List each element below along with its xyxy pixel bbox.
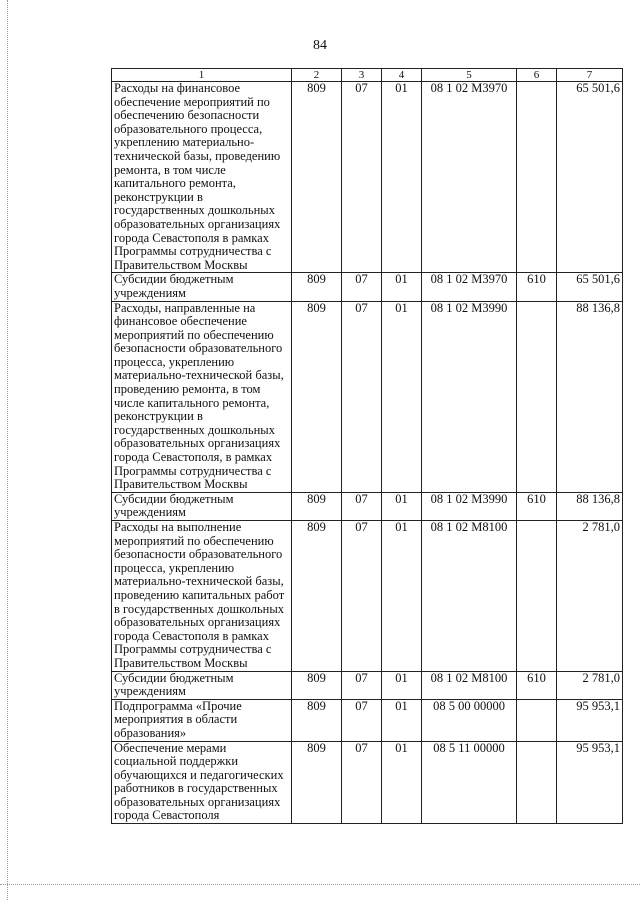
table-row xyxy=(112,492,623,520)
table-row xyxy=(112,671,623,699)
row-amount: 88 136,8 xyxy=(557,492,623,520)
row-code-expense-type xyxy=(517,82,557,273)
table-row xyxy=(112,273,623,301)
row-amount: 2 781,0 xyxy=(557,521,623,672)
row-name: Субсидии бюджетным учреждениям xyxy=(112,492,292,520)
table-row xyxy=(112,699,623,741)
row-code-subsection: 01 xyxy=(382,301,422,492)
row-code-target: 08 1 02 М8100 xyxy=(422,521,517,672)
row-code-section: 07 xyxy=(342,492,382,520)
row-name: Подпрограмма «Прочие мероприятия в области образования» xyxy=(112,699,292,741)
row-code-section: 07 xyxy=(342,273,382,301)
table-row xyxy=(112,82,623,273)
column-header: 7 xyxy=(557,69,623,82)
column-header: 6 xyxy=(517,69,557,82)
row-code-subsection: 01 xyxy=(382,741,422,824)
column-header: 3 xyxy=(342,69,382,82)
row-code-subsection: 01 xyxy=(382,699,422,741)
column-header: 4 xyxy=(382,69,422,82)
row-code-target: 08 5 00 00000 xyxy=(422,699,517,741)
column-header: 2 xyxy=(292,69,342,82)
row-amount: 95 953,1 xyxy=(557,699,623,741)
scan-edge-bottom xyxy=(0,884,640,885)
row-code-target: 08 1 02 М3970 xyxy=(422,273,517,301)
row-code-target: 08 1 02 М3970 xyxy=(422,82,517,273)
row-code-section: 07 xyxy=(342,82,382,273)
column-header: 5 xyxy=(422,69,517,82)
column-header: 1 xyxy=(112,69,292,82)
row-code-expense-type xyxy=(517,301,557,492)
row-code-target: 08 1 02 М3990 xyxy=(422,301,517,492)
row-name: Обеспечение мерами социальной поддержки обучающихся и педагогических работников в государственных образовательных организациях города Севастополя xyxy=(112,741,292,824)
row-code-expense-type: 610 xyxy=(517,492,557,520)
row-code-section: 07 xyxy=(342,671,382,699)
row-name: Субсидии бюджетным учреждениям xyxy=(112,273,292,301)
row-code-expense-type xyxy=(517,521,557,672)
row-code-section: 07 xyxy=(342,301,382,492)
row-code-department: 809 xyxy=(292,521,342,672)
row-code-target: 08 1 02 М8100 xyxy=(422,671,517,699)
table-row xyxy=(112,741,623,824)
row-code-expense-type: 610 xyxy=(517,671,557,699)
row-code-expense-type xyxy=(517,741,557,824)
row-code-department: 809 xyxy=(292,82,342,273)
row-code-subsection: 01 xyxy=(382,273,422,301)
row-amount: 65 501,6 xyxy=(557,82,623,273)
row-name: Расходы, направленные на финансовое обеспечение мероприятий по обеспечению безопасности образовательного процесса, укреплению материально-технической базы, проведению ремонта, в том числе капитального ремонта, реконструкции в государственных дошкольных образовательных организациях города Севастополя, в рамках Программы сотрудничества с Правительством Москвы xyxy=(112,301,292,492)
row-amount: 2 781,0 xyxy=(557,671,623,699)
row-code-subsection: 01 xyxy=(382,82,422,273)
row-name: Расходы на выполнение мероприятий по обеспечению безопасности образовательного процесса, укреплению материально-технической базы, проведению капитальных работ в государственных дошкольных образовательных организациях города Севастополя в рамках Программы сотрудничества с Правительством Москвы xyxy=(112,521,292,672)
row-code-expense-type xyxy=(517,699,557,741)
table-row xyxy=(112,521,623,672)
row-code-department: 809 xyxy=(292,671,342,699)
row-code-department: 809 xyxy=(292,273,342,301)
row-code-department: 809 xyxy=(292,699,342,741)
row-code-target: 08 5 11 00000 xyxy=(422,741,517,824)
row-amount: 88 136,8 xyxy=(557,301,623,492)
table-header-row xyxy=(112,69,623,82)
row-name: Субсидии бюджетным учреждениям xyxy=(112,671,292,699)
budget-table xyxy=(111,68,623,824)
page-number: 84 xyxy=(313,38,327,53)
row-amount: 95 953,1 xyxy=(557,741,623,824)
row-code-target: 08 1 02 М3990 xyxy=(422,492,517,520)
row-code-section: 07 xyxy=(342,521,382,672)
row-code-section: 07 xyxy=(342,741,382,824)
row-amount: 65 501,6 xyxy=(557,273,623,301)
row-code-expense-type: 610 xyxy=(517,273,557,301)
row-code-subsection: 01 xyxy=(382,492,422,520)
row-code-department: 809 xyxy=(292,492,342,520)
row-code-section: 07 xyxy=(342,699,382,741)
row-code-department: 809 xyxy=(292,301,342,492)
scan-edge-left xyxy=(7,0,8,900)
row-code-subsection: 01 xyxy=(382,521,422,672)
table-row xyxy=(112,301,623,492)
row-name: Расходы на финансовое обеспечение мероприятий по обеспечению безопасности образовательного процесса, укреплению материально-технической базы, проведению ремонта, в том числе капитального ремонта, реконструкции в государственных дошкольных образовательных организациях города Севастополя в рамках Программы сотрудничества с Правительством Москвы xyxy=(112,82,292,273)
row-code-subsection: 01 xyxy=(382,671,422,699)
row-code-department: 809 xyxy=(292,741,342,824)
